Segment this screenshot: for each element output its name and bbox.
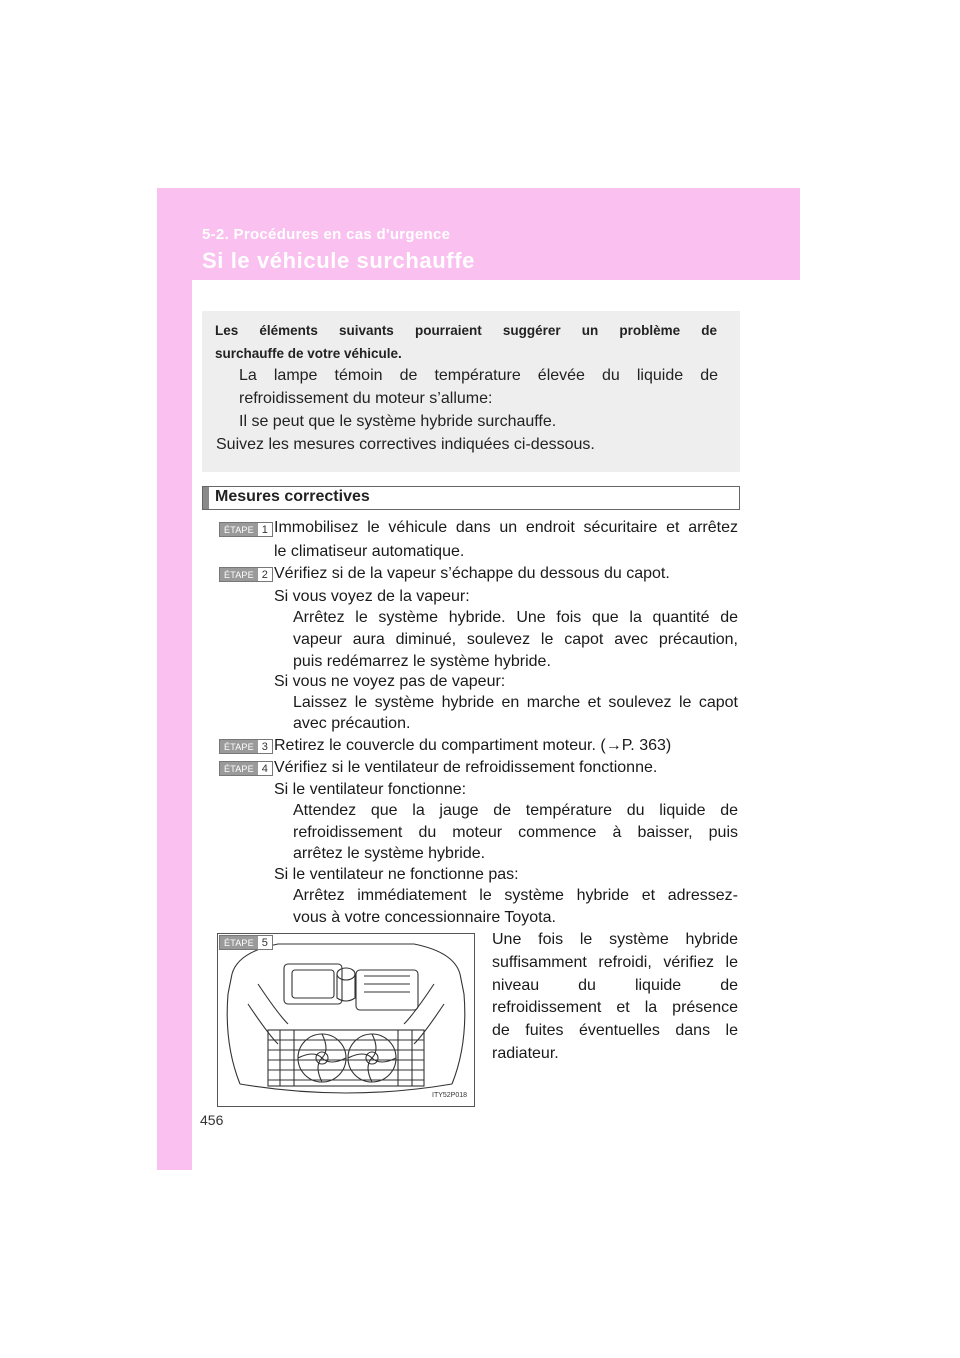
step-4-line-1: Vérifiez si le ventilateur de refroidissement fonctionne. [274,759,658,776]
step-badge-number: 5 [258,936,272,949]
step-5-badge [219,935,273,950]
page-side-strip [157,188,192,1170]
step-2-line-1: Vérifiez si de la vapeur s’échappe du dessous du capot. [274,565,670,582]
intro-item-line-3: Il se peut que le système hybride surchauffe. [239,413,557,430]
step-2-condition-1-line-3: puis redémarrez le système hybride. [293,653,551,670]
step-badge-label: ÉTAPE [220,740,258,753]
engine-bay-drawing [218,934,474,1106]
step-2-badge [219,567,273,582]
step-badge-number: 2 [258,568,272,581]
step-4-condition-2-line-2: vous à votre concessionnaire Toyota. [293,909,556,926]
page-number: 456 [200,1112,224,1128]
intro-item-line-2: refroidissement du moteur s’allume: [239,390,493,407]
figure-code: ITY52P018 [432,1092,468,1099]
engine-illustration [217,933,475,1107]
step-4-badge [219,761,273,776]
step-2-condition-2-line-2: avec précaution. [293,715,411,732]
step-1-badge [219,522,273,537]
step-3-badge [219,739,273,754]
step-badge-label: ÉTAPE [220,936,258,949]
mesures-heading-title: Mesures correctives [215,488,370,505]
mesures-heading-bar [203,487,209,509]
step-badge-label: ÉTAPE [220,523,258,536]
step-2-condition-2: Si vous ne voyez pas de vapeur: [274,673,506,690]
intro-item-line-1: La lampe témoin de température élevée du liquide de [239,367,718,384]
step-4-condition-1-line-1: Attendez que la jauge de température du liquide de [293,802,738,819]
step-5-line-2: suffisamment refroidi, vérifiez le [492,954,738,971]
step-3-line-1: Retirez le couvercle du compartiment moteur. (→P. 363) [274,737,672,754]
step-5-line-3: niveau du liquide de [492,977,738,994]
section-label: 5-2. Procédures en cas d'urgence [202,226,451,243]
step-badge-label: ÉTAPE [220,762,258,775]
step-4-condition-2-line-1: Arrêtez immédiatement le système hybride et adressez- [293,887,738,904]
step-badge-label: ÉTAPE [220,568,258,581]
step-1-line-1: Immobilisez le véhicule dans un endroit sécuritaire et arrêtez [274,519,738,536]
step-2-condition-1: Si vous voyez de la vapeur: [274,588,470,605]
step-5-line-6: radiateur. [492,1045,559,1062]
step-5-line-4: refroidissement et la présence [492,999,738,1016]
intro-bold-line-1: Les éléments suivants pourraient suggérer un problème de [215,323,717,338]
step-2-condition-1-line-2: vapeur aura diminué, soulevez le capot avec précaution, [293,631,738,648]
intro-bold-line-2: surchauffe de votre véhicule. [215,346,402,361]
step-badge-number: 4 [258,762,272,775]
step-badge-number: 3 [258,740,272,753]
page-title: Si le véhicule surchauffe [202,248,475,273]
step-5-line-5: de fuites éventuelles dans le [492,1022,738,1039]
step-4-condition-1: Si le ventilateur fonctionne: [274,781,467,798]
step-4-condition-1-line-2: refroidissement du moteur commence à baisser, puis [293,824,738,841]
step-2-condition-2-line-1: Laissez le système hybride en marche et soulevez le capot [293,694,738,711]
step-badge-number: 1 [258,523,272,536]
intro-follow-text: Suivez les mesures correctives indiquées ci-dessous. [216,436,595,453]
step-4-condition-1-line-3: arrêtez le système hybride. [293,845,486,862]
step-5-line-1: Une fois le système hybride [492,931,738,948]
step-4-condition-2: Si le ventilateur ne fonctionne pas: [274,866,519,883]
step-2-condition-1-line-1: Arrêtez le système hybride. Une fois que la quantité de [293,609,738,626]
step-1-line-2: le climatiseur automatique. [274,543,465,560]
